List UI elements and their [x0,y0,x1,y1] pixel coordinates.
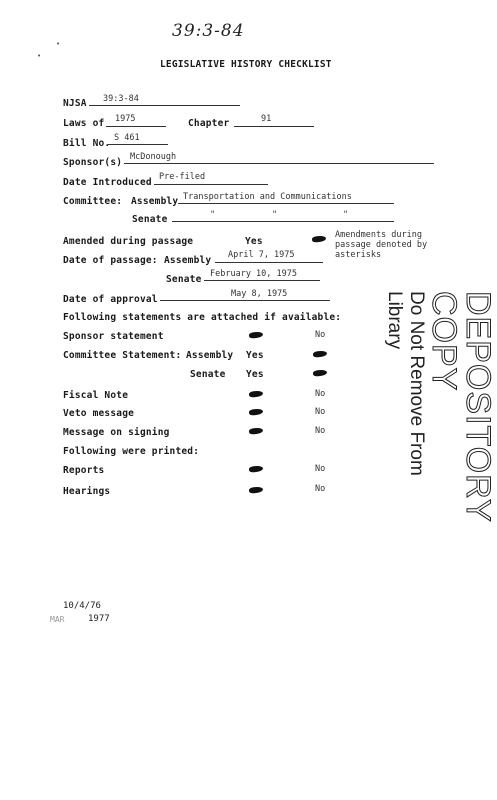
njsa-label: NJSA [63,98,87,109]
stray-mark: • [56,40,61,48]
checkmark-blot [249,390,264,398]
veto-message-label: Veto message [63,408,135,419]
passage-senate-label: Senate [166,274,202,285]
amended-yes: Yes [245,236,263,247]
hearings-no: No [315,484,326,494]
date-of-approval-value: May 8, 1975 [231,289,288,299]
date-of-approval-label: Date of approval [63,294,158,305]
amended-label: Amended during passage [63,236,194,247]
amended-note: asterisks [335,250,382,260]
committee-statement-senate-yes: Yes [246,369,264,380]
passage-senate-line [204,280,320,281]
printed-heading: Following were printed: [63,446,200,457]
committee-senate-ditto: " [210,210,216,220]
date-of-passage-label: Date of passage: [63,255,158,266]
committee-assembly-label: Assembly [131,196,179,207]
checkmark-blot [313,350,328,358]
reports-label: Reports [63,465,105,476]
amended-note: Amendments during [335,230,422,240]
passage-assembly-value: April 7, 1975 [228,250,295,260]
amended-note: passage denoted by [335,240,428,250]
date-introduced-label: Date Introduced [63,177,152,188]
sponsors-label: Sponsor(s) [63,157,123,168]
date-of-approval-line [160,300,330,301]
veto-message-no: No [315,407,326,417]
committee-senate-ditto: " [343,210,349,220]
bill-no-line [108,144,168,145]
hearings-label: Hearings [63,486,111,497]
laws-of-value: 1975 [115,114,136,124]
message-on-signing-label: Message on signing [63,427,170,438]
checkmark-blot [312,235,327,243]
footer-stamp-month: MAR [50,615,65,624]
statements-heading: Following statements are attached if available: [63,312,342,323]
committee-senate-line [172,221,394,222]
date-introduced-line [154,184,268,185]
committee-assembly-line [178,203,394,204]
committee-senate-label: Senate [132,214,168,225]
passage-senate-value: February 10, 1975 [210,269,297,279]
njsa-value: 39:3-84 [103,94,139,104]
checkmark-blot [249,486,264,494]
date-introduced-value: Pre-filed [159,172,206,182]
committee-statement-senate-label: Senate [190,369,226,380]
laws-of-label: Laws of [63,118,105,129]
footer-date: 10/4/76 [63,601,101,611]
checkmark-blot [249,427,264,435]
chapter-value: 91 [261,114,272,124]
message-on-signing-no: No [315,426,326,436]
chapter-line [234,126,314,127]
committee-statement-assembly-yes: Yes [246,350,264,361]
page-title: LEGISLATIVE HISTORY CHECKLIST [160,59,332,70]
njsa-line [89,105,240,106]
checkmark-blot [313,369,328,377]
bill-no-label: Bill No. [63,138,111,149]
stray-mark: • [37,52,42,60]
sponsors-value: McDonough [130,152,177,162]
checkmark-blot [249,408,264,416]
bill-no-value: S 461 [114,133,140,143]
sponsor-statement-label: Sponsor statement [63,331,164,342]
fiscal-note-label: Fiscal Note [63,390,129,401]
committee-statement-assembly-label: Assembly [186,350,234,361]
sponsors-line [124,163,434,164]
chapter-label: Chapter [188,118,230,129]
laws-of-line [106,126,166,127]
stamp-do-not-remove: Do Not Remove From Library [384,291,427,476]
committee-statement-label: Committee Statement: [63,350,182,361]
handwritten-statute-number: 39:3-84 [172,21,245,41]
checkmark-blot [249,465,264,473]
passage-assembly-label: Assembly [164,255,212,266]
committee-label: Committee: [63,196,123,207]
sponsor-statement-no: No [315,330,326,340]
fiscal-note-no: No [315,389,326,399]
reports-no: No [315,464,326,474]
passage-assembly-line [215,262,323,263]
checkmark-blot [249,331,264,339]
committee-senate-ditto: " [272,210,278,220]
footer-stamp-year: 1977 [88,614,110,624]
committee-assembly-value: Transportation and Communications [183,192,352,202]
depository-stamp [384,291,497,523]
stamp-depository-copy: DEPOSITORY COPY [425,291,497,523]
